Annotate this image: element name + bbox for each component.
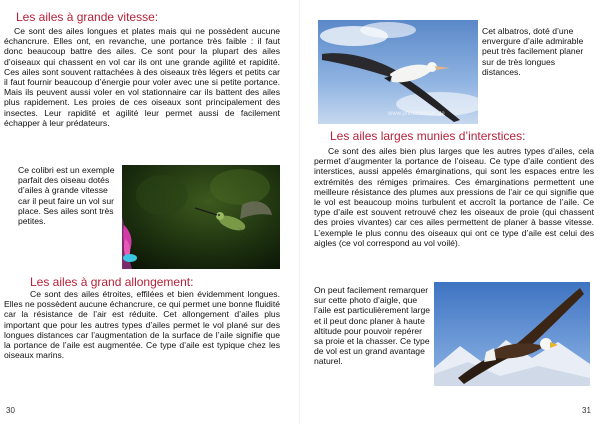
section-text-high-speed-wings: Ce sont des ailes longues et plates mais qui ne possèdent aucune échancrure. Elles ont, en revanche, une portance très faible : il faut donc beaucoup battre des ailes. Ce sont pour la plupart des ailes d’oiseaux qui chassent en vol car ils ont une grande agilité et rapidité. Ces ailes sont souvent rattachées à des oiseaux très légers et petits car il faut fournir beaucoup d’énergie pour voler avec une si petite portance. Mais ils peuvent aussi voler en vol stationnaire car ils battent des ailes plus rapidement. Les proies de ces oiseaux sont principalement des insectes. Leur rapidité et agilité leur permet aussi de facilement échapper à leur prédateurs. [4,26,280,128]
section-heading-high-aspect-wings: Les ailes à grand allongement: [30,275,194,289]
section-text-high-aspect-wings: Ce sont des ailes étroites, effilées et bien évidemment longues. Elles ne possèdent aucune échancrure, ce qui permet une bonne fluidité car la résistance de l’air est réduite. Cet allongement d’ailes plus important que pour les autres types d’ailes permet le vol plané sur des longues distances car l’augmentation de la surface de l’aile signifie que la portance de l’aile est augmentée. Ce type d’aile est typique chez les oiseaux marins. [4,289,280,361]
section-heading-high-speed-wings: Les ailes à grande vitesse: [16,10,159,24]
eagle-photo [434,282,590,386]
albatross-photo [318,20,478,124]
section-text-slotted-wings: Ce sont des ailes bien plus larges que les autres types d’ailes, cela permet d’augmenter la portance de l’oiseau. Ce type d’aile contient des interstices, aussi appelés émarginations, qui sont les espaces entre les extrémités des rémiges primaires. Ces émarginations permettent une meilleure résistance des plumes aux pressions de l’air ce qui signifie que le vol est beaucoup moins turbulent et accroît la portance de l’aile. Ce type d’aile est souvent retrouvé chez les oiseaux de proie (qui chassent des proies vivantes) car ces ailes permettent de planer à basse vitesse. L’exemple le plus connu des oiseaux qui ont ce type d’aile est celui des aigles (ce vol correspond au vol voilé). [314,146,594,248]
page-number-left: 30 [6,406,15,415]
page-number-right: 31 [582,406,591,415]
eagle-caption: On peut facilement remarquer sur cette photo d’aigle, que l’aile est particulièrement large et il peut donc planer à haute altitude pour pouvoir repérer sa proie et la chasser. Ce type de vol est un grand avantage naturel. [314,285,431,367]
hummingbird-caption: Ce colibri est un exemple parfait des oiseau dotés d’ailes à grande vitesse car il peut faire un vol sur place. Ses ailes sont très petites. [18,165,115,227]
hummingbird-photo [122,165,280,269]
section-heading-slotted-wings: Les ailes larges munies d’interstices: [330,129,526,143]
right-page [300,0,600,424]
albatross-caption: Cet albatros, doté d’une envergure d’aile admirable peut très facilement planer sur de très longues distances. [482,26,584,77]
photo-watermark: www.photomissen.de [388,111,445,117]
